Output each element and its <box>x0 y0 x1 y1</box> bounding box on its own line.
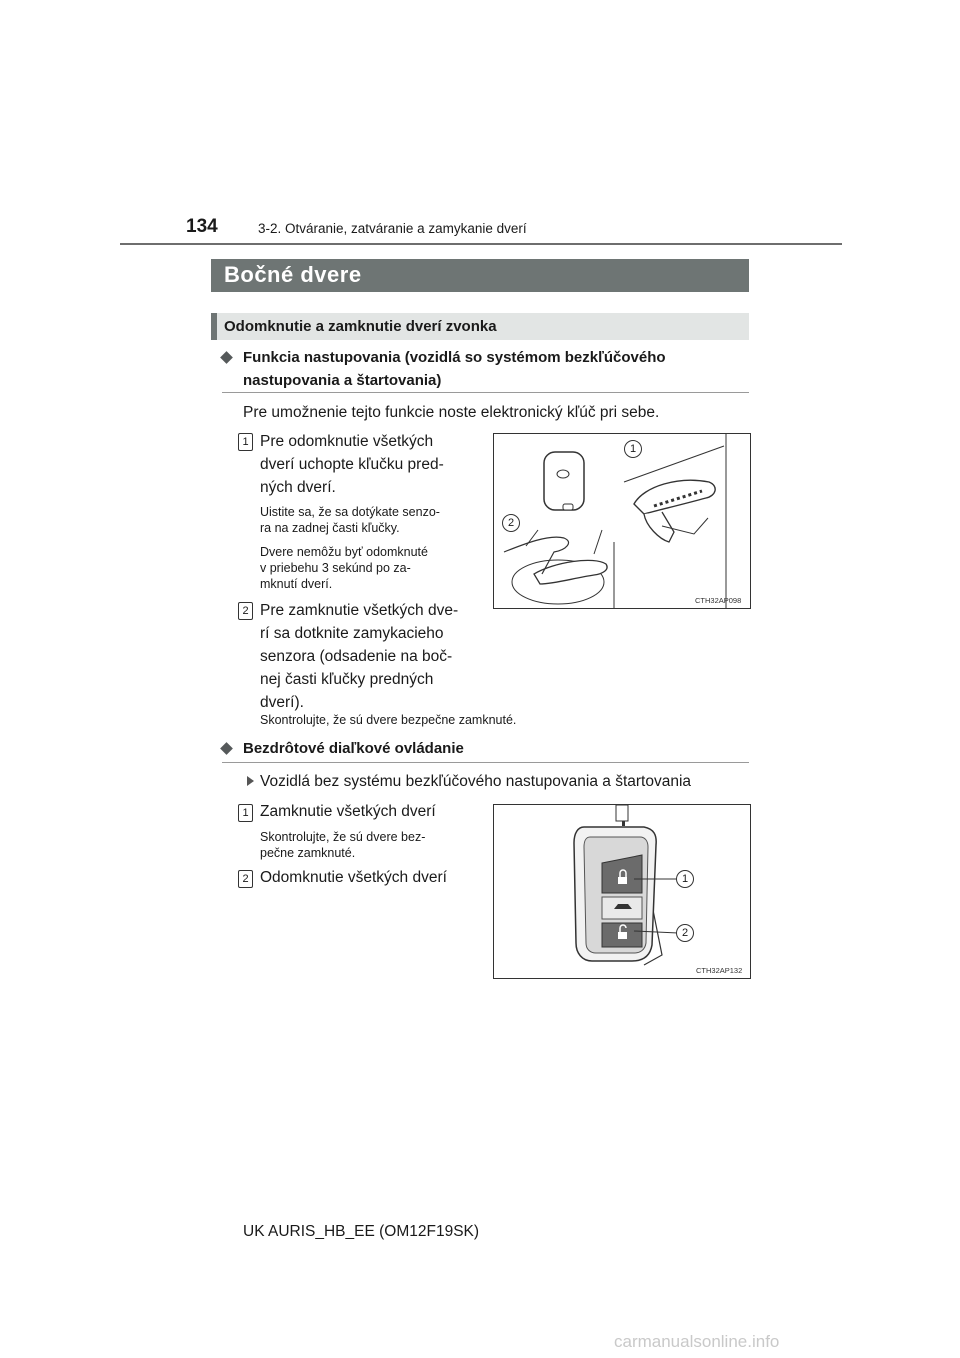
entry-heading-line1: Funkcia nastupovania (vozidlá so systémom bezkľúčového <box>243 349 666 366</box>
keyless-entry-illustration <box>493 433 751 609</box>
entry-heading-rule <box>222 392 749 393</box>
flip-key-drawing <box>494 805 750 978</box>
item2-line3: senzora (odsadenie na boč- <box>260 648 453 665</box>
entry-after-note: Skontrolujte, že sú dvere bezpečne zamknuté. <box>260 713 517 727</box>
figure1-callout-1: 1 <box>624 440 642 458</box>
figure1-callout-2: 2 <box>502 514 520 532</box>
header-divider <box>120 243 842 245</box>
item1-note2-line1: Dvere nemôžu byť odomknuté <box>260 545 428 559</box>
entry-heading-line2: nastupovania a štartovania) <box>243 372 442 389</box>
item1-note1-line2: ra na zadnej časti kľučky. <box>260 521 400 535</box>
remote-step-number-1: 1 <box>238 804 253 822</box>
item2-line5: dverí). <box>260 694 304 711</box>
remote-subheading: Vozidlá bez systému bezkľúčového nastupovania a štartovania <box>260 773 692 790</box>
subsection-title: Odomknutie a zamknutie dverí zvonka <box>224 318 497 335</box>
figure2-code: CTH32AP132 <box>696 966 743 975</box>
subsection-accent <box>211 313 217 340</box>
item1-note2-line2: v priebehu 3 sekúnd po za- <box>260 561 411 575</box>
remote-item1-text: Zamknutie všetkých dverí <box>260 803 436 820</box>
remote-step-number-2: 2 <box>238 870 253 888</box>
item2-line1: Pre zamknutie všetkých dve- <box>260 602 459 619</box>
remote-item2-text: Odomknutie všetkých dverí <box>260 869 447 886</box>
item1-note2-line3: mknutí dverí. <box>260 577 333 591</box>
item1-line1: Pre odomknutie všetkých <box>260 433 434 450</box>
diamond-bullet-icon <box>220 351 233 364</box>
remote-item1-note-line2: pečne zamknuté. <box>260 846 356 860</box>
entry-intro: Pre umožnenie tejto funkcie noste elektronický kľúč pri sebe. <box>243 404 660 421</box>
page-number: 134 <box>186 216 218 237</box>
footer-model-code: UK AURIS_HB_EE (OM12F19SK) <box>243 1223 480 1240</box>
figure2-callout-2: 2 <box>676 924 694 942</box>
section-breadcrumb: 3-2. Otváranie, zatváranie a zamykanie dverí <box>258 221 527 236</box>
item1-line3: ných dverí. <box>260 479 336 496</box>
figure2-callout-1: 1 <box>676 870 694 888</box>
page-title: Bočné dvere <box>224 262 362 287</box>
remote-item1-note-line1: Skontrolujte, že sú dvere bez- <box>260 830 426 844</box>
item1-line2: dverí uchopte kľučku pred- <box>260 456 444 473</box>
triangle-bullet-icon <box>247 776 254 786</box>
step-number-2: 2 <box>238 602 253 620</box>
diamond-bullet-icon <box>220 742 233 755</box>
item2-line2: rí sa dotknite zamykacieho <box>260 625 444 642</box>
door-handle-drawing <box>494 434 750 608</box>
figure1-code: CTH32AP098 <box>695 596 742 605</box>
remote-heading-rule <box>222 762 749 763</box>
step-number-1: 1 <box>238 433 253 451</box>
watermark: carmanualsonline.info <box>614 1332 780 1351</box>
remote-key-illustration <box>493 804 751 979</box>
item1-note1-line1: Uistite sa, že sa dotýkate senzo- <box>260 505 440 519</box>
item2-line4: nej časti kľučky predných <box>260 671 434 688</box>
remote-heading: Bezdrôtové diaľkové ovládanie <box>243 740 464 757</box>
